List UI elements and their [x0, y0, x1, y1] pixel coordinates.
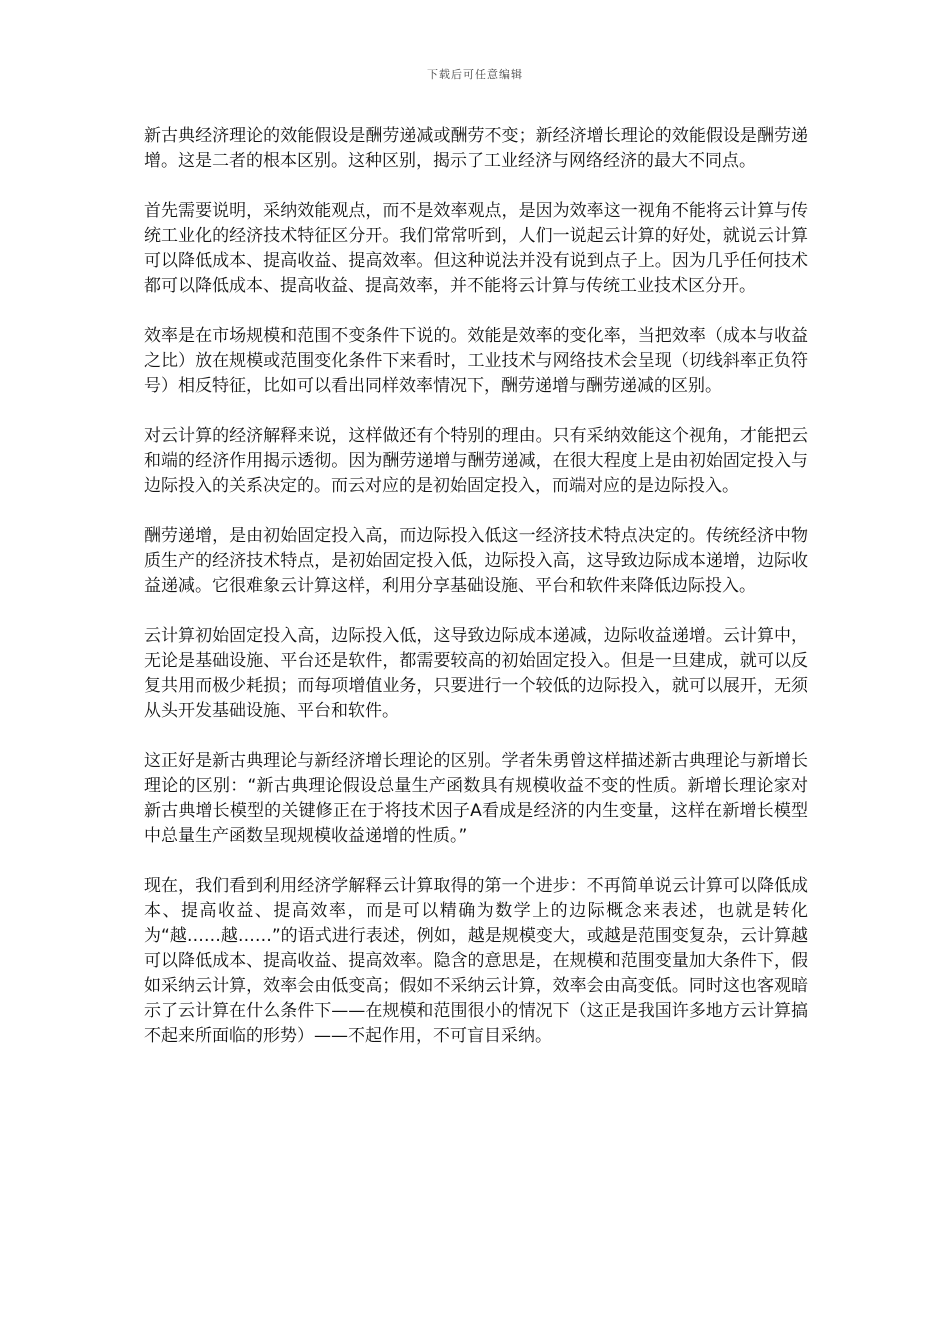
paragraph-6: 云计算初始固定投入高，边际投入低，这导致边际成本递减，边际收益递增。云计算中，无论是基础设施、平台还是软件，都需要较高的初始固定投入。但是一旦建成，就可以反复共用而极少耗损；而每项增值业务，只要进行一个较低的边际投入，就可以展开，无须从头开发基础设施、平台和软件。: [144, 626, 808, 721]
paragraph-3: 效率是在市场规模和范围不变条件下说的。效能是效率的变化率，当把效率（成本与收益之比）放在规模或范围变化条件下来看时，工业技术与网络技术会呈现（切线斜率正负符号）相反特征，比如可以看出同样效率情况下，酬劳递增与酬劳递减的区别。: [144, 326, 808, 396]
paragraph-2: 首先需要说明，采纳效能观点，而不是效率观点，是因为效率这一视角不能将云计算与传统工业化的经济技术特征区分开。我们常常听到，人们一说起云计算的好处，就说云计算可以降低成本、提高收益、提高效率。但这种说法并没有说到点子上。因为几乎任何技术都可以降低成本、提高收益、提高效率，并不能将云计算与传统工业技术区分开。: [144, 201, 808, 296]
paragraph-5: 酬劳递增，是由初始固定投入高，而边际投入低这一经济技术特点决定的。传统经济中物质生产的经济技术特点，是初始固定投入低，边际投入高，这导致边际成本递增，边际收益递减。它很难象云计算这样，利用分享基础设施、平台和软件来降低边际投入。: [144, 526, 808, 596]
paragraph-1: 新古典经济理论的效能假设是酬劳递减或酬劳不变；新经济增长理论的效能假设是酬劳递增。这是二者的根本区别。这种区别，揭示了工业经济与网络经济的最大不同点。: [144, 126, 808, 171]
page-header: 下载后可任意编辑: [427, 68, 523, 81]
document-body: [144, 124, 808, 1074]
paragraph-7: 这正好是新古典理论与新经济增长理论的区别。学者朱勇曾这样描述新古典理论与新增长理论的区别：“新古典理论假设总量生产函数具有规模收益不变的性质。新增长理论家对新古典增长模型的关键修正在于将技术因子A看成是经济的内生变量，这样在新增长模型中总量生产函数呈现规模收益递增的性质。”: [144, 751, 808, 846]
paragraph-4: 对云计算的经济解释来说，这样做还有个特别的理由。只有采纳效能这个视角，才能把云和端的经济作用揭示透彻。因为酬劳递增与酬劳递减，在很大程度上是由初始固定投入与边际投入的关系决定的。而云对应的是初始固定投入，而端对应的是边际投入。: [144, 426, 808, 496]
paragraph-8: 现在，我们看到利用经济学解释云计算取得的第一个进步：不再简单说云计算可以降低成本、提高收益、提高效率，而是可以精确为数学上的边际概念来表述，也就是转化为“越……越……”的语式进行表述，例如，越是规模变大，或越是范围变复杂，云计算越可以降低成本、提高收益、提高效率。隐含的意思是，在规模和范围变量加大条件下，假如采纳云计算，效率会由低变高；假如不采纳云计算，效率会由高变低。同时这也客观暗示了云计算在什么条件下——在规模和范围很小的情况下（这正是我国许多地方云计算搞不起来所面临的形势）——不起作用，不可盲目采纳。: [144, 876, 808, 1046]
